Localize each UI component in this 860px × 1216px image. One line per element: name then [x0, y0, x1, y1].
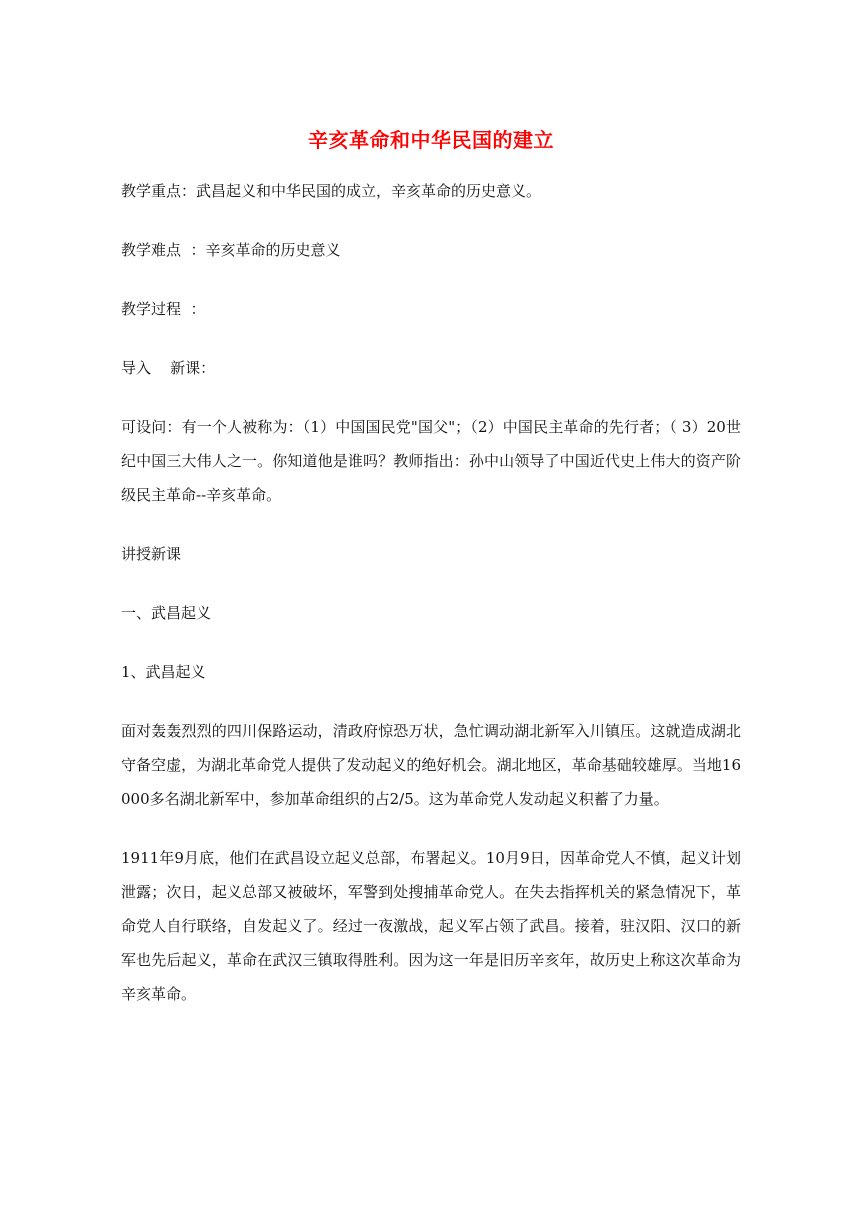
section-heading-wuchang-uprising: 一、武昌起义 — [121, 604, 212, 622]
introduction-paragraph: 可设问：有一个人被称为：（1）中国国民党"国父"；（2）中国民主革命的先行者；（ 3）20世纪中国三大伟人之一。你知道他是谁吗？教师指出：孙中山领导了中国近代史上伟大的资产阶级民主革命--辛亥革命。 — [121, 418, 741, 504]
document-body — [121, 126, 741, 1036]
introduction-heading: 导入 新课： — [121, 359, 216, 377]
teaching-process-heading: 教学过程 ： — [121, 300, 206, 318]
new-lesson-heading: 讲授新课 — [121, 545, 182, 563]
difficult-points-line: 教学难点 ：辛亥革命的历史意义 — [121, 241, 341, 259]
body-paragraph-uprising-1911: 1911年9月底，他们在武昌设立起义总部，布署起义。10月9日，因革命党人不慎，起义计划泄露；次日，起义总部又被破坏，军警到处搜捕革命党人。在失去指挥机关的紧急情况下，革命党人自行联络，自发起义了。经过一夜激战，起义军占领了武昌。接着，驻汉阳、汉口的新军也先后起义，革命在武汉三镇取得胜利。因为这一年是旧历辛亥年，故历史上称这次革命为辛亥革命。 — [121, 849, 741, 1003]
body-paragraph-sichuan-movement: 面对轰轰烈烈的四川保路运动，清政府惊恐万状，急忙调动湖北新军入川镇压。这就造成湖北守备空虚，为湖北革命党人提供了发动起义的绝好机会。湖北地区，革命基础较雄厚。当地16000多名湖北新军中，参加革命组织的占2/5。这为革命党人发动起义积蓄了力量。 — [121, 722, 741, 808]
subsection-heading-wuchang-uprising: 1、武昌起义 — [121, 663, 206, 681]
document-title: 辛亥革命和中华民国的建立 — [308, 128, 554, 152]
key-points-line: 教学重点：武昌起义和中华民国的成立，辛亥革命的历史意义。 — [121, 182, 542, 200]
